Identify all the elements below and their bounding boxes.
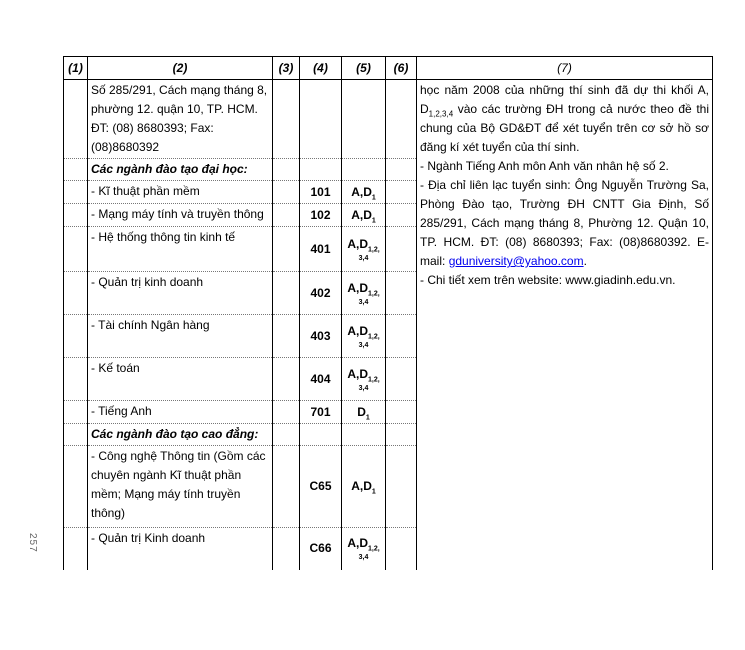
note-contact-text: - Địa chỉ liên lạc tuyển sinh: Ông Nguyễn Trường Sa, Phòng Đào tạo, Trường ĐH CNTT Gia Định, Số 285/291, Cách mạng tháng 8, Phường 12. Quận 10, TP. HCM. ĐT: (08) 8680393; Fax: (08)8680392. E-mail: xyxy=(420,178,709,268)
major-name: - Quản trị Kinh doanh xyxy=(88,528,273,570)
notes-paragraph xyxy=(420,81,709,157)
major-code: 701 xyxy=(300,401,342,424)
notes-text-b: vào các trường ĐH trong cả nước theo đề thi chung của Bộ GD&ĐT để xét tuyển trên cơ sở hồ sơ đăng kí xét tuyển của thí sinh. xyxy=(420,102,709,154)
notes-text xyxy=(420,81,709,290)
major-code: C66 xyxy=(300,528,342,570)
exam-block: $A,D_{1,2,}$ 3,4 xyxy=(342,358,386,401)
major-name: - Công nghệ Thông tin (Gồm các chuyên ngành Kĩ thuật phần mềm; Mạng máy tính truyền thông) xyxy=(88,446,273,528)
major-name: - Kĩ thuật phần mềm xyxy=(88,181,273,204)
exam-block: $A,D_{1,2,}$ 3,4 xyxy=(342,528,386,570)
exam-block: $A,D_1$ xyxy=(342,204,386,227)
exam-block: $A,D_1$ xyxy=(342,446,386,528)
col-header-6: (6) xyxy=(386,57,417,80)
col-header-4: (4) xyxy=(300,57,342,80)
address-line: ĐT: (08) 8680393; Fax: xyxy=(91,121,214,135)
major-code: 102 xyxy=(300,204,342,227)
notes-text-a: học năm 2008 của những thí sinh đã dự thi khối A, xyxy=(420,83,709,97)
address-cell xyxy=(88,80,273,159)
major-name: - Tiếng Anh xyxy=(88,401,273,424)
col-header-5: (5) xyxy=(342,57,386,80)
notes-text-d: D xyxy=(420,102,429,116)
exam-block: $D_1$ xyxy=(342,401,386,424)
address-line: Số 285/291, Cách mạng tháng 8, xyxy=(91,83,268,97)
page-number: 257 xyxy=(27,533,38,553)
major-code: 402 xyxy=(300,272,342,315)
note-website: - Chi tiết xem trên website: www.giadinh.edu.vn. xyxy=(420,273,676,287)
header-row xyxy=(64,57,713,80)
col-header-7: (7) xyxy=(417,57,713,80)
note-english: - Ngành Tiếng Anh môn Anh văn nhân hệ số 2. xyxy=(420,159,669,173)
major-code: C65 xyxy=(300,446,342,528)
exam-block: $A,D_{1,2,}$ 3,4 xyxy=(342,272,386,315)
major-name: - Hệ thống thông tin kinh tế xyxy=(88,227,273,272)
exam-block: $A,D_1$ xyxy=(342,181,386,204)
major-name: - Mạng máy tính và truyền thông xyxy=(88,204,273,227)
note-contact: - Địa chỉ liên lạc tuyển sinh: Ông Nguyễn Trường Sa, Phòng Đào tạo, Trường ĐH CNTT Gia Định, Số 285/291, Cách mạng tháng 8, Phường 12. Quận 10, TP. HCM. ĐT: (08) 8680393; Fax: (08)8680392. E-mail: gduniversity@yahoo.com. xyxy=(420,178,709,268)
address-row xyxy=(64,80,713,159)
group-label-university: Các ngành đào tạo đại học: xyxy=(88,159,273,181)
major-code: 403 xyxy=(300,315,342,358)
major-code: 404 xyxy=(300,358,342,401)
notes-text-sub: 1,2,3,4 xyxy=(428,109,454,119)
major-code: 401 xyxy=(300,227,342,272)
major-name: - Tài chính Ngân hàng xyxy=(88,315,273,358)
cell-c1 xyxy=(64,80,88,159)
address-line: phường 12. quận 10, TP. HCM. xyxy=(91,102,258,116)
email-link[interactable]: gduniversity@yahoo.com xyxy=(448,254,584,268)
notes-cell xyxy=(417,80,713,570)
major-code: 101 xyxy=(300,181,342,204)
exam-block: $A,D_{1,2,}$ 3,4 xyxy=(342,227,386,272)
major-name: - Quản trị kinh doanh xyxy=(88,272,273,315)
col-header-1: (1) xyxy=(64,57,88,80)
major-name: - Kế toán xyxy=(88,358,273,401)
group-label-college: Các ngành đào tạo cao đẳng: xyxy=(88,424,273,446)
address-line: (08)8680392 xyxy=(91,140,160,154)
col-header-3: (3) xyxy=(273,57,300,80)
admissions-table xyxy=(63,56,713,570)
col-header-2: (2) xyxy=(88,57,273,80)
exam-block: $A,D_{1,2,}$ 3,4 xyxy=(342,315,386,358)
